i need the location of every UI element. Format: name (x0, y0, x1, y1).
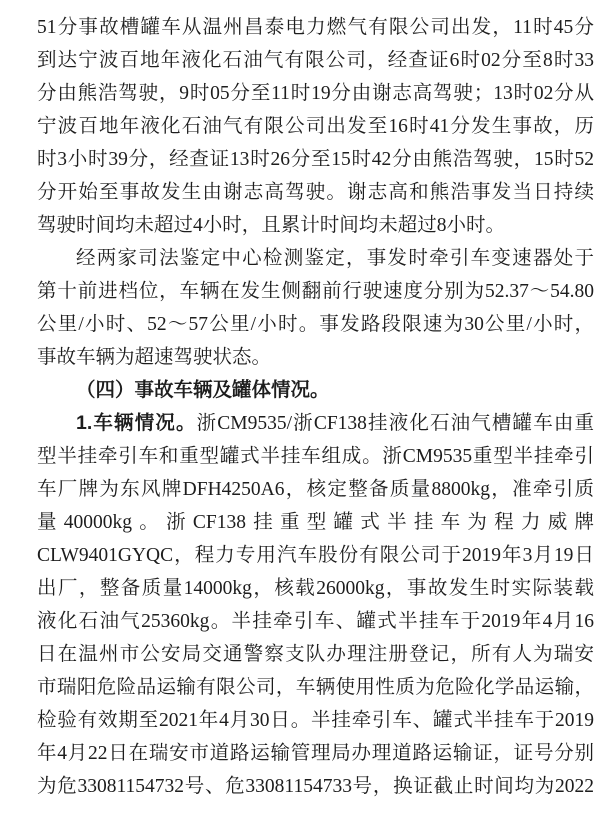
body-text-line (37, 407, 594, 440)
body-text-line (37, 209, 594, 242)
text-run: 日在温州市公安局交通警察支队办理注册登记，所有人为瑞安 (37, 644, 594, 665)
text-run: 浙CM9535/浙CF138挂液化石油气槽罐车由重 (196, 413, 594, 434)
body-text-line (37, 110, 594, 143)
text-run: 车厂牌为东风牌DFH4250A6，核定整备质量8800kg，准牵引质 (37, 479, 594, 500)
body-text-line (37, 770, 594, 803)
text-run: 型半挂牵引车和重型罐式半挂车组成。浙CM9535重型半挂牵引 (37, 446, 594, 467)
body-text-line (37, 275, 594, 308)
text-run: CLW9401GYQC，程力专用汽车股份有限公司于2019年3月19日 (37, 545, 594, 566)
body-text-line (37, 572, 594, 605)
text-run: 检验有效期至2021年4月30日。半挂牵引车、罐式半挂车于2019 (37, 710, 594, 731)
text-run: 分开始至事故发生由谢志高驾驶。谢志高和熊浩事发当日持续 (37, 182, 594, 203)
bold-text-run: （四）事故车辆及罐体情况。 (76, 379, 330, 401)
section-heading (37, 374, 594, 407)
text-run: 为危33081154732号、危33081154733号，换证截止时间均为2022 (37, 776, 594, 797)
body-text-line (37, 737, 594, 770)
body-text-line (37, 11, 594, 44)
body-text-line (37, 77, 594, 110)
body-text-line (37, 473, 594, 506)
body-text-line (37, 539, 594, 572)
bold-text-run: 1.车辆情况。 (76, 412, 197, 434)
text-run: 分由熊浩驾驶，9时05分至11时19分由谢志高驾驶；13时02分从 (37, 83, 594, 104)
text-run: 市瑞阳危险品运输有限公司，车辆使用性质为危险化学品运输， (37, 677, 594, 698)
body-text-line (37, 242, 594, 275)
body-text-line (37, 671, 594, 704)
text-run: 到达宁波百地年液化石油气有限公司，经查证6时02分至8时33 (37, 50, 594, 71)
text-run: 出厂，整备质量14000kg，核载26000kg，事故发生时实际装载 (37, 578, 594, 599)
body-text-line (37, 143, 594, 176)
body-text-line (37, 44, 594, 77)
body-text-line (37, 704, 594, 737)
text-run: 年4月22日在瑞安市道路运输管理局办理道路运输证，证号分别 (37, 743, 594, 764)
body-text-line (37, 308, 594, 341)
body-text-line (37, 605, 594, 638)
text-run: 驾驶时间均未超过4小时，且累计时间均未超过8小时。 (37, 215, 506, 236)
body-text-line (37, 638, 594, 671)
body-text-line (37, 506, 594, 539)
text-run: 经两家司法鉴定中心检测鉴定，事发时牵引车变速器处于 (76, 248, 594, 269)
text-run: 事故车辆为超速驾驶状态。 (37, 347, 272, 368)
text-run: 第十前进档位，车辆在发生侧翻前行驶速度分别为52.37～54.80 (37, 281, 594, 302)
text-run: 宁波百地年液化石油气有限公司出发至16时41分发生事故，历 (37, 116, 594, 137)
body-text-line (37, 341, 594, 374)
body-text-line (37, 440, 594, 473)
text-run: 公里/小时、52～57公里/小时。事发路段限速为30公里/小时， (37, 314, 594, 335)
text-run: 时3小时39分，经查证13时26分至15时42分由熊浩驾驶，15时52 (37, 149, 594, 170)
text-run: 液化石油气25360kg。半挂牵引车、罐式半挂车于2019年4月16 (37, 611, 594, 632)
text-run: 51分事故槽罐车从温州昌泰电力燃气有限公司出发，11时45分 (37, 17, 594, 38)
body-text-line (37, 176, 594, 209)
text-run: 量40000kg。浙CF138挂重型罐式半挂车为程力威牌 (37, 512, 594, 533)
